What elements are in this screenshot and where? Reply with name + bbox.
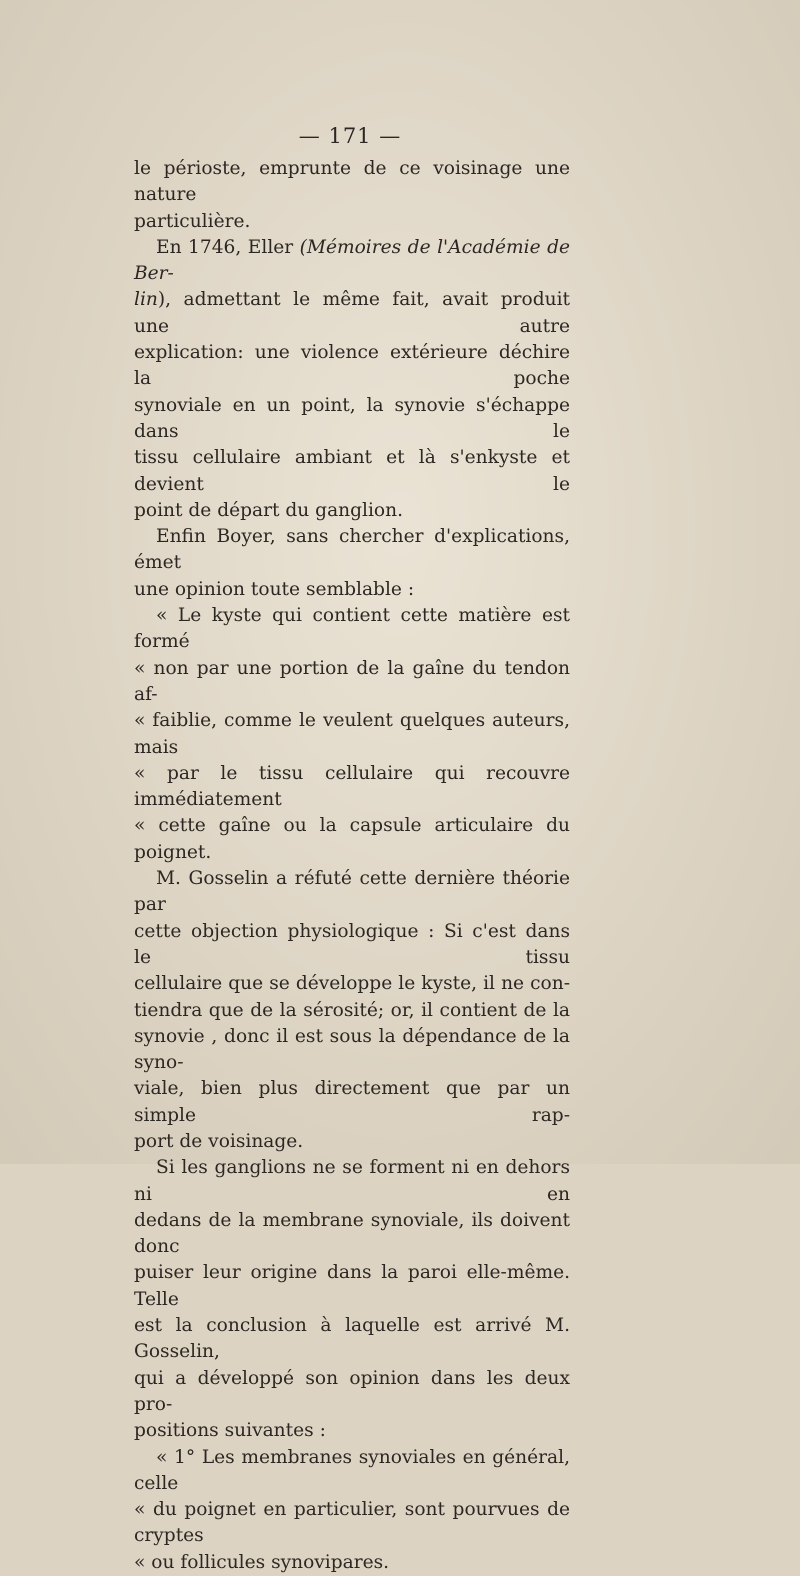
text-line: explication: une violence extérieure déchire la poche — [134, 342, 570, 390]
text-line: cellulaire que se développe le kyste, il ne con- — [134, 973, 570, 995]
text-line: particulière. — [134, 210, 251, 232]
text-line: Enfin Boyer, sans chercher d'explications, émet — [134, 526, 570, 574]
text-line: le périoste, emprunte de ce voisinage une nature — [134, 158, 570, 206]
text-line: viale, bien plus directement que par un simple rap- — [134, 1078, 570, 1126]
text-line: « non par une portion de la gaîne du tendon af- — [134, 657, 570, 705]
text-line: dedans de la membrane synoviale, ils doivent donc — [134, 1209, 570, 1258]
text-line: qui a développé son opinion dans les deux pro- — [134, 1367, 570, 1415]
text-line: « du poignet en particulier, sont pourvues de cryptes — [134, 1499, 570, 1547]
text-line: cette objection physiologique : Si c'est dans le tissu — [134, 920, 570, 968]
text-line: est la conclusion à laquelle est arrivé M. Gosselin, — [134, 1315, 570, 1363]
text-line: « faiblie, comme le veulent quelques auteurs, mais — [134, 710, 570, 758]
text-line: synoviale en un point, la synovie s'échappe dans le — [134, 394, 570, 442]
text-line: « ou follicules synovipares. — [134, 1551, 390, 1573]
text-line: port de voisinage. — [134, 1130, 304, 1152]
text-line: puiser leur origine dans la paroi elle-même. Telle — [134, 1262, 570, 1310]
text-line: « par le tissu cellulaire qui recouvre immédiatement — [134, 762, 570, 811]
text-line: En 1746, Eller (Mémoires de l'Académie de Ber- — [134, 236, 570, 285]
text-line: lin), admettant le même fait, avait produit une autre — [134, 289, 570, 337]
text-line: tiendra que de la sérosité; or, il contient de la — [134, 999, 570, 1021]
text-line: Si les ganglions ne se forment ni en dehors ni en — [134, 1157, 570, 1205]
text-line: « 1° Les membranes synoviales en général, celle — [134, 1446, 570, 1494]
text-line: M. Gosselin a réfuté cette dernière théorie par — [134, 868, 570, 916]
text-line: point de départ du ganglion. — [134, 499, 404, 521]
text-line: « cette gaîne ou la capsule articulaire du poignet. — [134, 815, 570, 863]
page-number: — 171 — — [298, 124, 402, 148]
text-line: positions suivantes : — [134, 1420, 326, 1442]
text-line: une opinion toute semblable : — [134, 578, 415, 600]
text-line: « Le kyste qui contient cette matière est formé — [134, 605, 570, 653]
body-text — [134, 156, 570, 1576]
text-line: tissu cellulaire ambiant et là s'enkyste et devient le — [134, 447, 570, 495]
text-line: synovie , donc il est sous la dépendance de la syno- — [134, 1025, 570, 1074]
